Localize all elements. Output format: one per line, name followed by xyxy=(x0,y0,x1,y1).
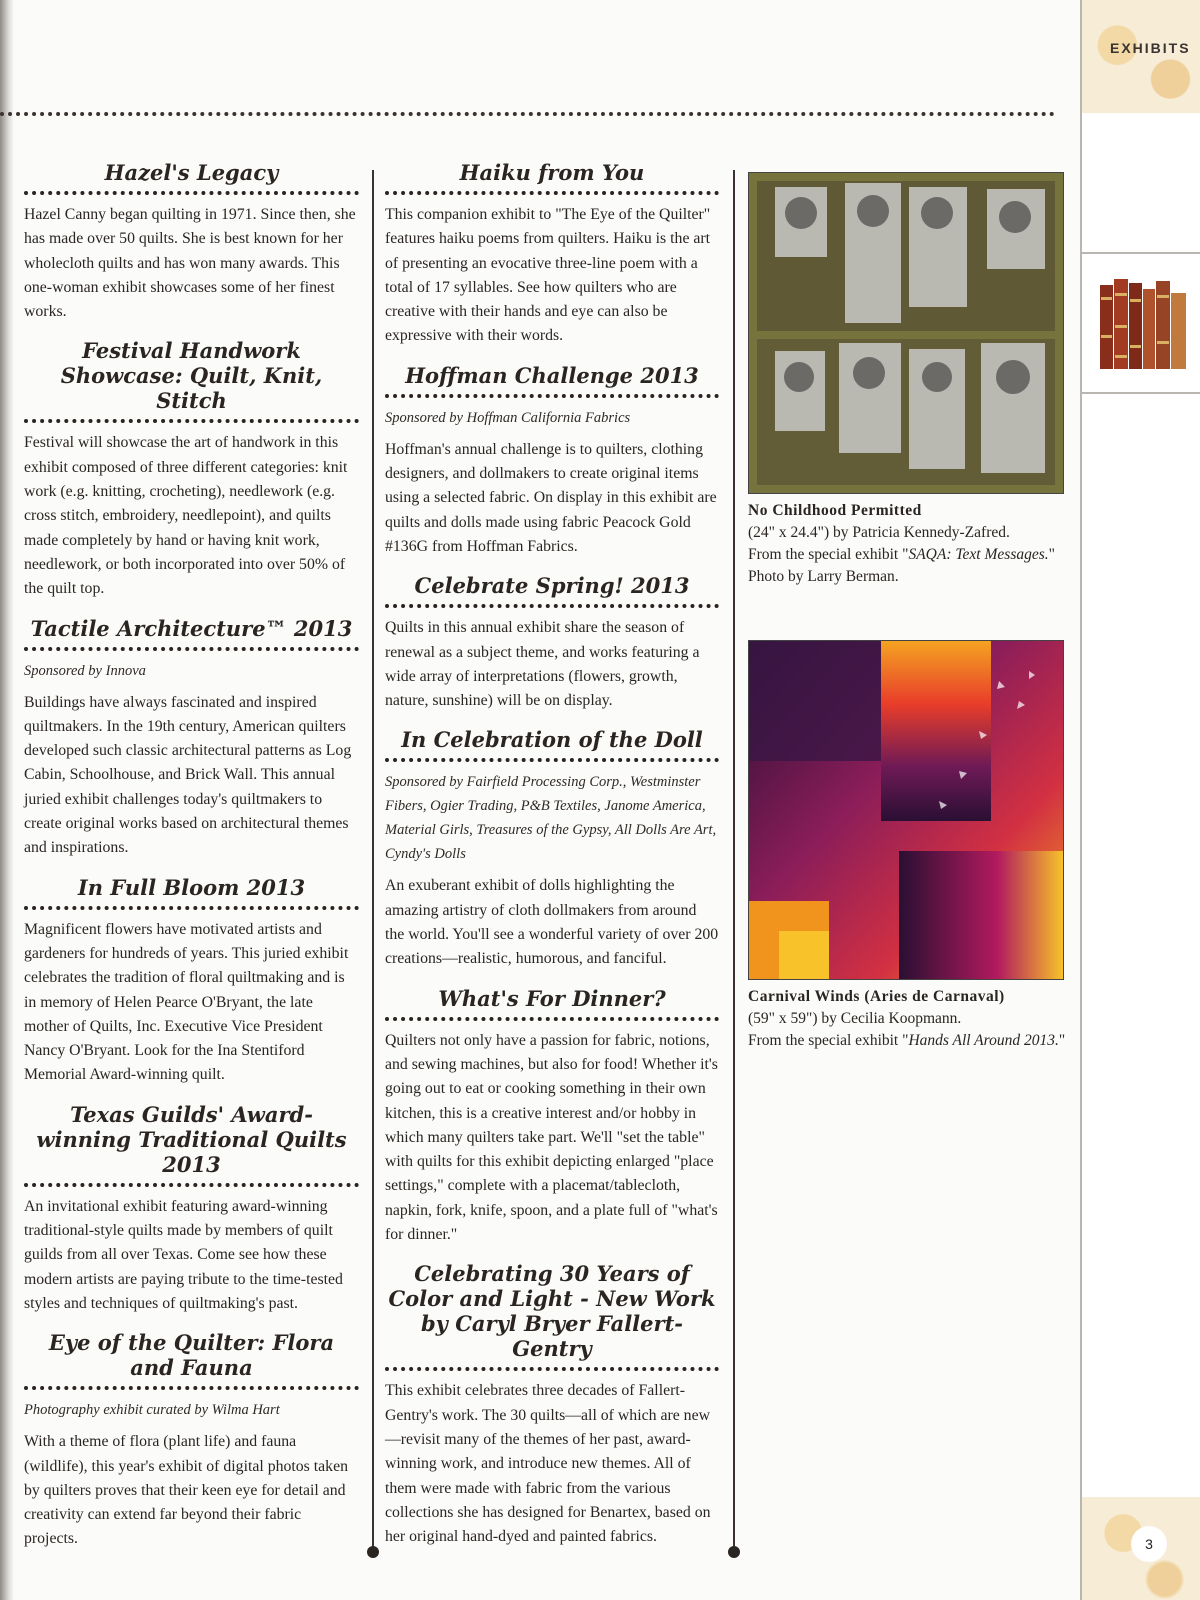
caption-title: No Childhood Permitted xyxy=(748,502,922,519)
article-section xyxy=(385,573,719,713)
caption-dimensions: (59" x 59") by Cecilia Koopmann. xyxy=(748,1010,962,1027)
dotted-divider xyxy=(24,191,359,195)
section-title: In Celebration of the Doll xyxy=(401,727,703,753)
dotted-divider xyxy=(385,394,719,398)
page-binding-shadow xyxy=(0,0,14,1600)
article-section xyxy=(24,338,359,601)
article-section xyxy=(24,1330,359,1551)
section-sponsor: Sponsored by Hoffman California Fabrics xyxy=(385,409,631,426)
section-title: Tactile Architecture™ 2013 xyxy=(30,615,353,641)
section-body: With a theme of flora (plant life) and fauna (wildlife), this year's exhibit of digital photos taken by quilters proves that their keen eye for detail and creativity can extend far beyond their fabric projects. xyxy=(24,1433,348,1548)
dotted-divider xyxy=(385,1367,719,1371)
dotted-divider xyxy=(385,191,719,195)
section-title: Eye of the Quilter: Flora and Fauna xyxy=(48,1330,335,1381)
section-body: Hoffman's annual challenge is to quilters, clothing designers, and dollmakers to create original items using a selected fabric. On display in this exhibit are quilts and dolls made using fabric Peacock Gold #136G from Hoffman Fabrics. xyxy=(385,440,717,555)
dotted-divider xyxy=(24,419,359,423)
column-divider xyxy=(733,170,735,1550)
section-title: Hazel's Legacy xyxy=(104,160,279,185)
tab-divider xyxy=(1082,392,1200,394)
section-title: In Full Bloom 2013 xyxy=(77,874,306,900)
section-title: Celebrating 30 Years of Color and Light - New Work by Caryl Bryer Fallert-Gentry xyxy=(388,1261,716,1362)
dotted-divider xyxy=(24,1183,359,1187)
caption-exhibit-suffix: " xyxy=(1058,1032,1066,1049)
side-tab-strip xyxy=(1080,0,1200,1600)
section-sponsor: Photography exhibit curated by Wilma Hart xyxy=(24,1402,280,1419)
section-title: Haiku from You xyxy=(459,160,645,185)
caption-exhibit-prefix: From the special exhibit " xyxy=(748,546,909,563)
section-title: Hoffman Challenge 2013 xyxy=(405,362,699,388)
section-tab-label[interactable]: EXHIBITS xyxy=(1110,40,1191,56)
column-middle xyxy=(385,160,719,1563)
article-section xyxy=(24,1102,359,1316)
section-body: Quilts in this annual exhibit share the season of renewal as a subject theme, and works featuring a wide array of interpretations (flowers, growth, nature, sunshine) will be on display. xyxy=(385,619,700,710)
section-body: This exhibit celebrates three decades of Fallert-Gentry's work. The 30 quilts—all of which are new—revisit many of the themes of her past, award-winning work, and introduce new themes. All of them were made with fabric from the various collections she has designed for Benartex, based on her original hand-dyed and painted fabrics. xyxy=(385,1382,711,1546)
article-section xyxy=(24,616,359,861)
books-icon[interactable] xyxy=(1098,275,1190,371)
column-left xyxy=(24,160,359,1566)
quilt-photo-no-childhood-permitted xyxy=(748,172,1064,494)
article-section xyxy=(385,1261,719,1549)
article-section xyxy=(385,727,719,971)
section-body: An invitational exhibit featuring award-winning traditional-style quilts made by members of quilt guilds from all over Texas. Come see how these modern artists are paying tribute to the time-tested styles and techniques of quiltmaking's past. xyxy=(24,1197,343,1312)
page-number: 3 xyxy=(1131,1526,1167,1562)
section-body: Quilters not only have a passion for fabric, notions, and sewing machines, but also for food! Whether it's going out to eat or cooking something in their own kitchen, this is a creative interest and/or hobby in which many quilters take part. We'll "set the table" with quilts for this exhibit depicting enlarged "place settings," complete with a placemat/tablecloth, napkin, fork, knife, spoon, and a plate full of "what's for dinner." xyxy=(385,1031,718,1244)
dotted-divider xyxy=(24,906,359,910)
column-divider xyxy=(372,170,374,1550)
section-tab-background xyxy=(1082,0,1200,113)
section-body: Festival will showcase the art of handwork in this exhibit composed of three different categories: knit work (e.g. knitting, crocheting), needlework (e.g. cross stitch, embroidery, needlepoint), and quilts made completely by hand or having knit work, needlework, or both incorporated into over 50% of the quilt top. xyxy=(24,434,348,598)
section-sponsor: Sponsored by Fairfield Processing Corp., Westminster Fibers, Ogier Trading, P&B Textiles, Janome America, Material Girls, Treasures of the Gypsy, All Dolls Are Art, Cyndy's Dolls xyxy=(385,774,717,863)
photo-caption xyxy=(748,500,1068,588)
dotted-divider xyxy=(24,647,359,651)
tab-divider xyxy=(1082,252,1200,254)
caption-title: Carnival Winds (Aries de Carnaval) xyxy=(748,988,1005,1005)
section-body: Magnificent flowers have motivated artists and gardeners for hundreds of years. This juried exhibit celebrates the tradition of floral quiltmaking and is in memory of Helen Pearce O'Bryant, the late mother of Quilts, Inc. Executive Vice President Nancy O'Bryant. Look for the Ina Stentiford Memorial Award-winning quilt. xyxy=(24,920,349,1084)
divider-end-dot xyxy=(367,1546,379,1558)
article-section xyxy=(385,363,719,559)
section-body: This companion exhibit to "The Eye of the Quilter" features haiku poems from quilters. Haiku is the art of presenting an evocative three-line poem with a total of 17 syllables. See how quilters who are creative with their hands and eye can also be expressive with their words. xyxy=(385,206,711,345)
divider-end-dot xyxy=(728,1546,740,1558)
article-section xyxy=(24,875,359,1088)
section-title: Celebrate Spring! 2013 xyxy=(414,573,690,599)
dotted-divider xyxy=(385,758,719,762)
dotted-divider xyxy=(385,604,719,608)
section-title: Festival Handwork Showcase: Quilt, Knit, Stitch xyxy=(60,338,323,414)
section-sponsor: Sponsored by Innova xyxy=(24,662,146,679)
section-body: Buildings have always fascinated and inspired quiltmakers. In the 19th century, American quilters developed such classic architectural patterns as Log Cabin, Schoolhouse, and Brick Wall. This annual juried exhibit challenges today's quiltmakers to create original works based on architectural themes and inspirations. xyxy=(24,693,352,857)
caption-dimensions: (24" x 24.4") by Patricia Kennedy-Zafred. xyxy=(748,524,1010,541)
article-section xyxy=(385,160,719,349)
header-dotted-rule xyxy=(0,112,1055,116)
section-title: Texas Guilds' Award-winning Traditional Quilts 2013 xyxy=(36,1101,347,1177)
dotted-divider xyxy=(385,1017,719,1021)
caption-exhibit-name: SAQA: Text Messages. xyxy=(908,546,1049,563)
caption-photo-credit: Photo by Larry Berman. xyxy=(748,568,899,585)
caption-exhibit-name: Hands All Around 2013. xyxy=(908,1032,1059,1049)
dotted-divider xyxy=(24,1386,359,1390)
article-section xyxy=(385,986,719,1248)
section-body: Hazel Canny began quilting in 1971. Since then, she has made over 50 quilts. She is best known for her wholecloth quilts and has won many awards. This one-woman exhibit showcases some of her finest works. xyxy=(24,206,356,321)
section-body: An exuberant exhibit of dolls highlighting the amazing artistry of cloth dollmakers from around the world. You'll see a wonderful variety of over 200 creations—realistic, humorous, and fanciful. xyxy=(385,877,719,968)
caption-exhibit-prefix: From the special exhibit " xyxy=(748,1032,909,1049)
photo-caption xyxy=(748,986,1068,1052)
quilt-photo-carnival-winds xyxy=(748,640,1064,980)
caption-exhibit-suffix: " xyxy=(1048,546,1055,563)
article-section xyxy=(24,160,359,324)
section-title: What's For Dinner? xyxy=(438,985,666,1011)
